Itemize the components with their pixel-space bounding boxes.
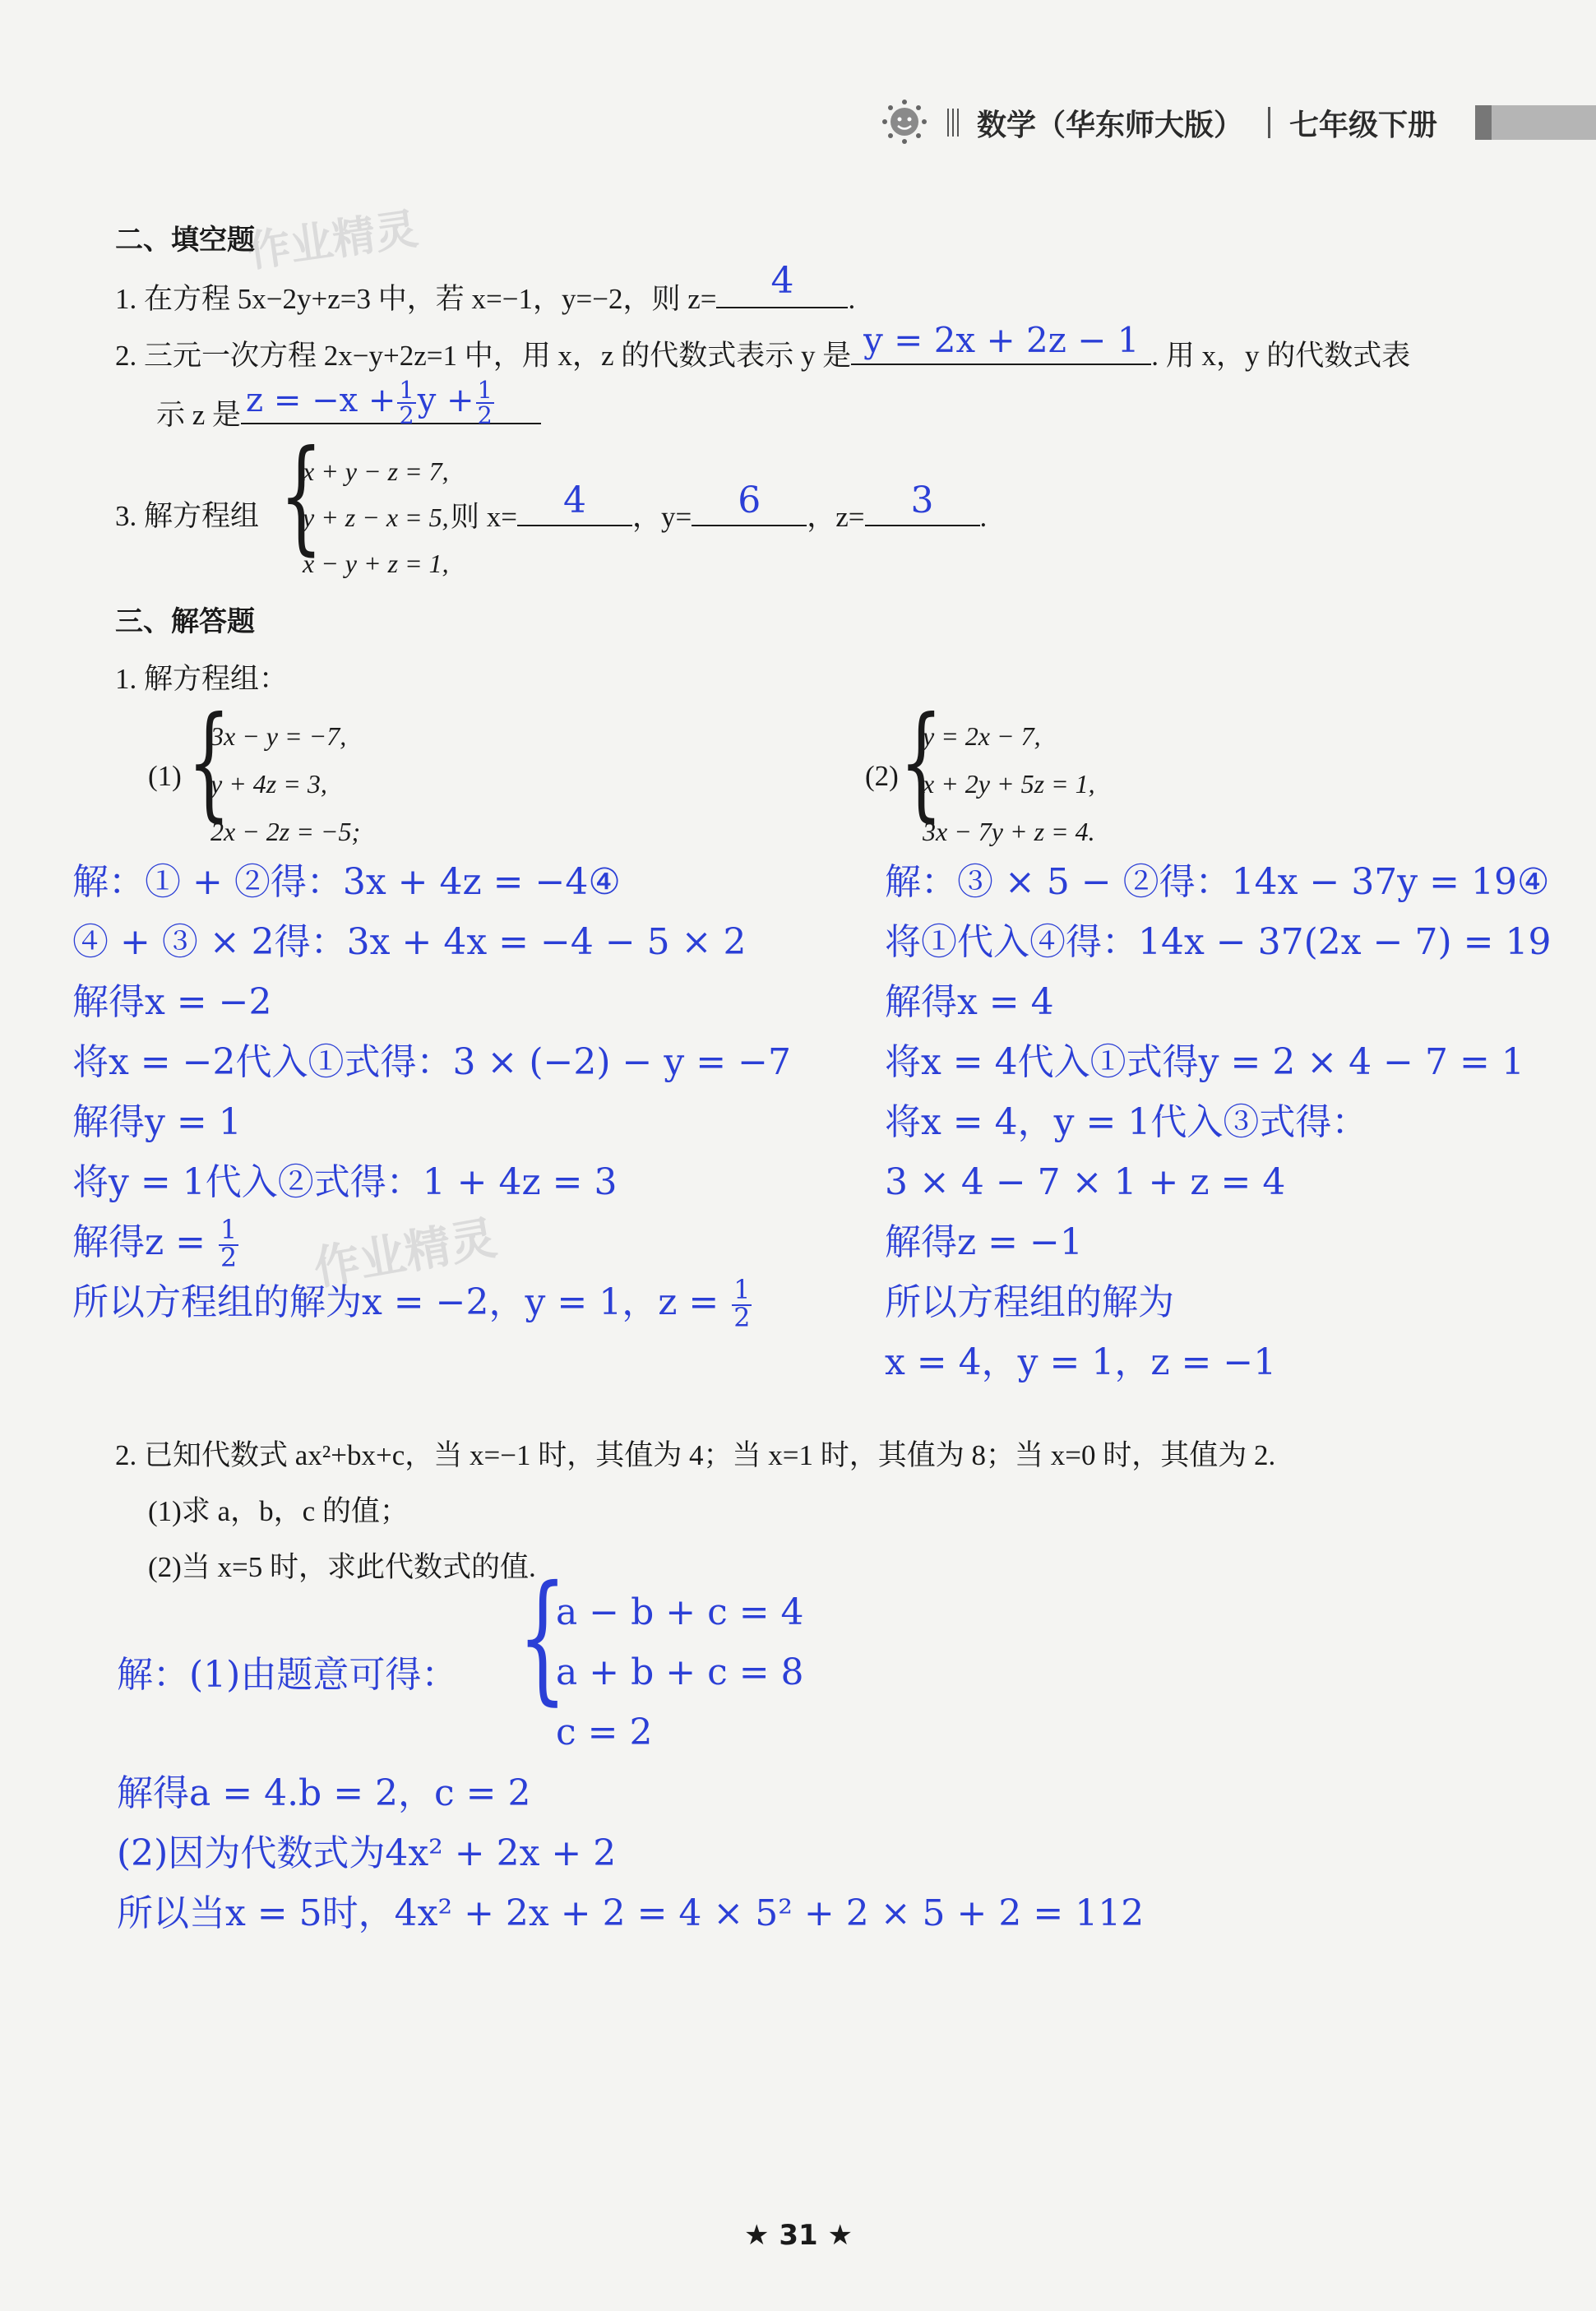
watermark: 作业精灵 [244,204,421,278]
watermark: 作业精灵 [309,1211,501,1296]
problem-2-stem: 2. 已知代数式 ax²+bx+c，当 x=−1 时，其值为 4；当 x=1 时，其值为 8；当 x=0 时，其值为 2. [115,1439,1276,1471]
handwritten-answer: 4 [770,260,794,302]
equation-system-2 [923,712,1095,855]
system-brace: { [280,424,323,567]
question-end: . [848,283,856,315]
fill-question-2-line1 [115,320,1411,374]
problem-1-title: 1. 解方程组： [115,663,289,695]
answer-blank-y[interactable] [692,479,807,526]
handwritten-answer: 6 [738,479,761,521]
question-text: 2. 三元一次方程 2x−y+2z=1 中，用 x，z 的代数式表示 y 是 [115,340,852,372]
equation: c = 2 [556,1711,653,1753]
solution-line: 将x = 4，y = 1代入③式得： [885,1101,1368,1143]
handwritten-solution-p2 [117,1763,1144,1943]
equation: x − y + z = 1, [303,549,449,578]
equation: y = 2x − 7, [923,721,1041,751]
fill-question-1 [115,260,856,317]
header-decor-band [1475,105,1596,140]
solution-line: (2)因为代数式为4x² + 2x + 2 [117,1832,617,1874]
answer-blank-z[interactable] [865,479,980,526]
solution-line: 所以方程组的解为x = −2，y = 1，z = $\frac{1}{2}$ [72,1275,751,1333]
system-1-label: (1) [148,760,182,792]
question-text: 1. 在方程 5x−2y+z=3 中，若 x=−1，y=−2，则 z= [115,283,717,315]
handwritten-answer: 4 [563,479,586,521]
solution-line: 解：① + ②得：3x + 4z = −4④ [72,861,621,903]
solution-line: ④ + ③ × 2得：3x + 4x = −4 − 5 × 2 [72,921,747,963]
equation-system [303,448,449,586]
solution-line: 将x = −2代入①式得：3 × (−2) − y = −7 [72,1041,791,1083]
page-header [881,92,1596,150]
equation: x + y − z = 7, [303,456,449,486]
equation: 3x − 7y + z = 4. [923,817,1095,846]
equation: 3x − y = −7, [210,721,347,751]
answer-blank[interactable] [716,260,848,308]
header-subject: 数学（华东师大版） [977,109,1244,142]
system-brace: { [518,1556,567,1719]
system-brace: { [900,691,943,834]
handwritten-answer: z = −x + $\frac{1}{2}$ y + $\frac{1}{2}$ [246,376,493,430]
handwritten-answer: 3 [910,479,934,521]
handwritten-solution-1 [72,852,791,1332]
system-brace: { [187,691,231,834]
fill-question-2-line2 [156,376,541,433]
solution-line: 解得y = 1 [72,1101,242,1143]
answer-blank[interactable] [851,320,1151,365]
sun-face-logo-icon [881,99,928,145]
equation: y + 4z = 3, [210,769,327,799]
header-decor-bars [947,109,959,137]
solution-line: 解得x = 4 [885,981,1054,1023]
fill-question-3-answers: 则 x= 4 ，y= 6 ，z= 3 . [451,479,988,533]
solution-line: 将x = 4代入①式得y = 2 × 4 − 7 = 1 [885,1041,1524,1083]
fill-question-3-label: 3. 解方程组 [115,500,260,532]
solution-line: 解：③ × 5 − ②得：14x − 37y = 19④ [885,861,1550,903]
solution-line: 解得a = 4.b = 2，c = 2 [117,1772,531,1814]
question-text: 示 z 是 [156,399,242,431]
question-text: . 用 x，y 的代数式表 [1151,340,1411,372]
problem-2-part-2: (2)当 x=5 时，求此代数式的值. [148,1551,536,1583]
system-2-label: (2) [865,760,899,792]
solution-line: 解得x = −2 [72,981,272,1023]
answer-blank-x[interactable] [517,479,632,526]
solution-line: x = 4，y = 1，z = −1 [885,1341,1277,1383]
answer-blank[interactable] [241,376,541,430]
section-title-answer: 三、解答题 [115,605,255,638]
problem-2-part-1: (1)求 a，b，c 的值； [148,1495,409,1527]
solution-line: 将y = 1代入②式得：1 + 4z = 3 [72,1161,618,1203]
equation: x + 2y + 5z = 1, [923,769,1095,799]
equation: a − b + c = 4 [556,1591,804,1633]
header-separator [1268,107,1270,138]
equation: a + b + c = 8 [556,1651,804,1693]
handwritten-equation-system [556,1582,804,1762]
section-title-fill-blank: 二、填空题 [115,224,255,257]
solution-line: 所以方程组的解为 [885,1281,1174,1323]
solution-line: 将①代入④得：14x − 37(2x − 7) = 19 [885,921,1552,963]
handwritten-solution-2 [885,852,1551,1392]
equation-system-1 [210,712,360,855]
equation: 2x − 2z = −5; [210,817,361,846]
solution-line: 所以当x = 5时，4x² + 2x + 2 = 4 × 5² + 2 × 5 + 2 = 112 [117,1892,1145,1934]
handwritten-solution-intro: 解：(1)由题意可得： [117,1654,458,1696]
solution-line: 解得z = −1 [885,1221,1083,1263]
solution-line: 解得z = $\frac{1}{2}$ [72,1215,238,1273]
header-grade: 七年级下册 [1289,109,1438,142]
handwritten-answer: y = 2x + 2z − 1 [863,320,1140,360]
equation: y + z − x = 5, [303,502,449,532]
page-number: ★ 31 ★ [744,2219,853,2252]
solution-line: 3 × 4 − 7 × 1 + z = 4 [885,1161,1286,1203]
